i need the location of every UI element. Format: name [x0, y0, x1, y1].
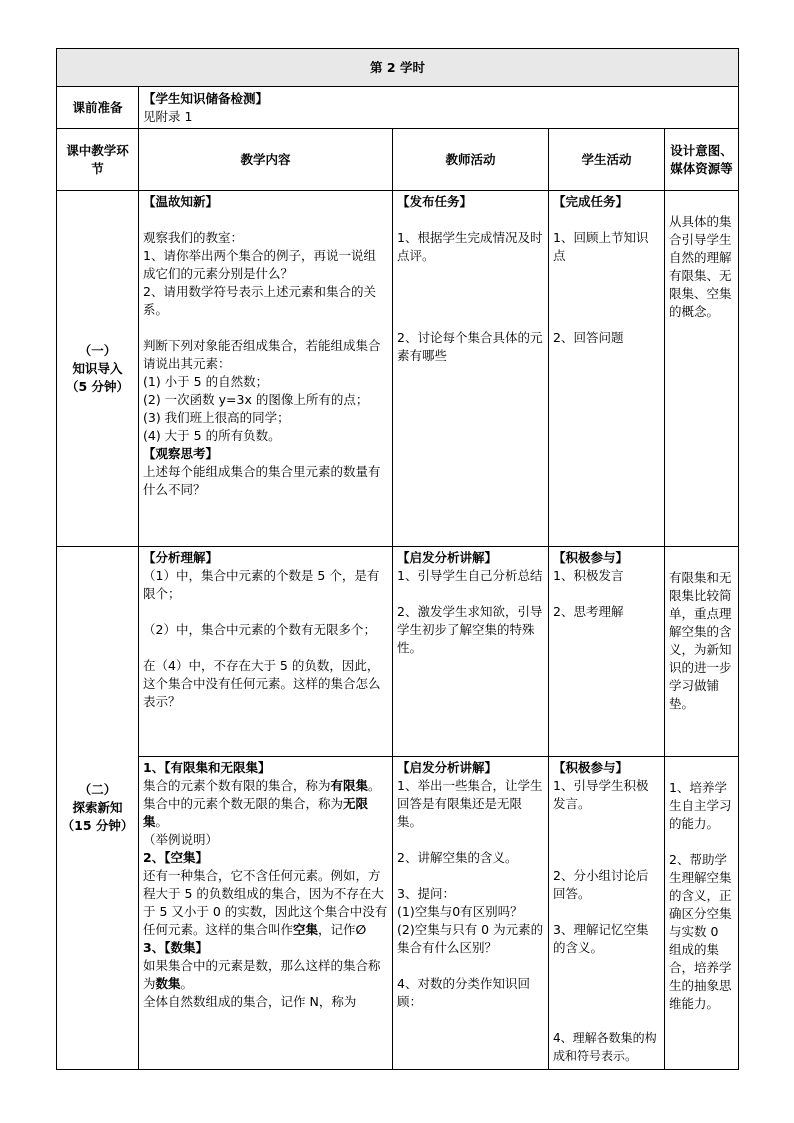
content-line: (3) 我们班上很高的同学；	[143, 410, 290, 425]
section2b-student	[549, 757, 665, 1070]
section1-time: （5 分钟）	[65, 378, 130, 394]
col-design: 设计意图、媒体资源等	[665, 129, 739, 191]
section1-stage	[57, 191, 139, 547]
student-line: 2、回答问题	[553, 330, 624, 345]
section1-row	[57, 191, 739, 547]
content-line: 上述每个能组成集合的集合里元素的数量有什么不同？	[143, 464, 381, 497]
teacher-line: 1、举出一些集合，让学生回答是有限集还是无限集。	[397, 778, 543, 829]
lesson-plan-table	[56, 48, 739, 1070]
section2b-design	[665, 757, 739, 1070]
section1-content	[139, 191, 393, 547]
col-student: 学生活动	[549, 129, 665, 191]
content-line: (2) 一次函数 y=3x 的图像上所有的点；	[143, 392, 369, 407]
lesson-plan-sheet	[56, 48, 738, 1070]
example-note: （举例说明）	[143, 832, 219, 847]
observe-heading: 【观察思考】	[143, 446, 219, 461]
analyze-heading: 【分析理解】	[143, 550, 219, 565]
teacher-line: 3、提问：	[397, 886, 455, 901]
content-line: （2）中，集合中元素的个数有无限多个；	[143, 622, 376, 637]
content-line: 在（4）中，不存在大于 5 的负数，因此，这个集合中没有任何元素。这样的集合怎么表示？	[143, 658, 381, 709]
student-heading: 【完成任务】	[553, 194, 629, 209]
teacher-line: 2、讨论每个集合具体的元素有哪些	[397, 330, 543, 363]
section1-num: （一）	[78, 342, 117, 358]
content-line: 1、请你举出两个集合的例子，再说一说组成它们的元素分别是什么？	[143, 248, 376, 281]
lesson-title: 第 2 学时	[57, 49, 739, 87]
teacher-line: 1、根据学生完成情况及时点评。	[397, 230, 543, 263]
section1-teacher	[393, 191, 549, 547]
column-header-row	[57, 129, 739, 191]
teacher-heading: 【启发分析讲解】	[397, 760, 498, 775]
teacher-line: 1、引导学生自己分析总结	[397, 568, 543, 583]
section2b-content	[139, 757, 393, 1070]
teacher-line: 4、对数的分类作知识回顾：	[397, 976, 530, 1009]
section1-name: 知识导入	[72, 360, 123, 376]
student-line: 2、思考理解	[553, 604, 624, 619]
design-line: 1、培养学生自主学习的能力。	[669, 780, 732, 831]
section2a-student	[549, 547, 665, 757]
section2-name: 探索新知	[72, 800, 123, 815]
section1-student	[549, 191, 665, 547]
design-line: 2、帮助学生理解空集的含义，正确区分空集与实数 0 组成的集合，培养学生的抽象思维能力。	[669, 852, 732, 1011]
student-line: 1、积极发言	[553, 568, 624, 583]
review-heading: 【温故知新】	[143, 194, 219, 209]
student-line: 4、理解各数集的构成和符号表示。	[553, 1031, 657, 1063]
teacher-line: (1)空集与0有区别吗？	[397, 904, 523, 919]
student-line: 2、分小组讨论后回答。	[553, 868, 649, 901]
content-line: (4) 大于 5 的所有负数。	[143, 428, 281, 443]
col-teacher: 教师活动	[393, 129, 549, 191]
finite-infinite-heading: 1、【有限集和无限集】	[143, 760, 271, 775]
content-line: 判断下列对象能否组成集合，若能组成集合请说出其元素：	[143, 338, 381, 371]
content-line: 观察我们的教室：	[143, 230, 244, 245]
prep-label: 课前准备	[57, 87, 139, 129]
teacher-heading: 【启发分析讲解】	[397, 550, 498, 565]
title-row	[57, 49, 739, 87]
student-line: 1、引导学生积极发言。	[553, 778, 649, 811]
teacher-line: 2、讲解空集的含义。	[397, 850, 518, 865]
section2-num: （二）	[78, 782, 117, 797]
content-line: （1）中，集合中元素的个数是 5 个，是有限个；	[143, 568, 380, 601]
empty-set-def: 还有一种集合，它不含任何元素。例如，方程大于 5 的负数组成的集合，因为不存在大于 5 又小于 0 的实数，因此这个集合中没有任何元素。这样的集合叫作空集，记作∅	[143, 868, 388, 937]
section2a-content	[139, 547, 393, 757]
student-heading: 【积极参与】	[553, 760, 629, 775]
col-content: 教学内容	[139, 129, 393, 191]
empty-set-heading: 2、【空集】	[143, 850, 208, 865]
section2a-design: 有限集和无限集比较简单，重点理解空集的含义，为新知识的进一步学习做铺垫。	[665, 547, 739, 757]
student-line: 3、理解记忆空集的含义。	[553, 922, 649, 955]
student-heading: 【积极参与】	[553, 550, 629, 565]
section2b-teacher	[393, 757, 549, 1070]
section2a-teacher	[393, 547, 549, 757]
teacher-heading: 【发布任务】	[397, 194, 473, 209]
natural-number-line: 全体自然数组成的集合，记作 N，称为	[143, 994, 357, 1009]
col-stage: 课中教学环节	[57, 129, 139, 191]
section2-time: （15 分钟）	[61, 818, 134, 833]
finite-infinite-def: 集合的元素个数有限的集合，称为有限集。集合中的元素个数无限的集合，称为无限集。	[143, 778, 381, 829]
prep-heading: 【学生知识储备检测】	[143, 90, 269, 106]
prep-row	[57, 87, 739, 129]
student-line: 1、回顾上节知识点	[553, 230, 649, 263]
prep-text: 见附录 1	[143, 108, 193, 124]
section1-design: 从具体的集合引导学生自然的理解有限集、无限集、空集的概念。	[665, 191, 739, 547]
section2-stage	[57, 547, 139, 1070]
teacher-line: 2、激发学生求知欲，引导学生初步了解空集的特殊性。	[397, 604, 543, 655]
teacher-line: (2)空集与只有 0 为元素的集合有什么区别？	[397, 922, 544, 955]
number-set-def: 如果集合中的元素是数，那么这样的集合称为数集。	[143, 958, 381, 991]
number-set-heading: 3、【数集】	[143, 940, 208, 955]
content-line: (1) 小于 5 的自然数；	[143, 374, 269, 389]
section2b-row	[57, 757, 739, 1070]
content-line: 2、请用数学符号表示上述元素和集合的关系。	[143, 284, 376, 317]
section2a-row	[57, 547, 739, 757]
